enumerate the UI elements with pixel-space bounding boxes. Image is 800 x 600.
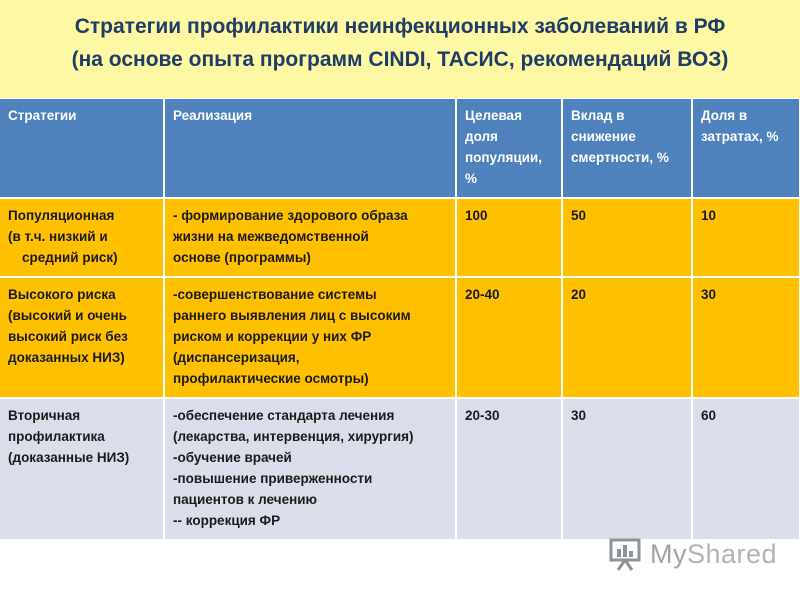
target-share-cell: 20-30: [456, 398, 562, 540]
strategy-cell: Популяционная (в т.ч. низкий и средний риск): [0, 198, 164, 277]
implementation-cell: -обеспечение стандарта лечения (лекарства, интервенция, хирургия) -обучение врачей -повышение приверженности пациентов к лечению -- коррекция ФР: [164, 398, 456, 540]
cost-share-cell: 10: [692, 198, 800, 277]
strategy-cell: Высокого риска (высокий и очень высокий риск без доказанных НИЗ): [0, 277, 164, 398]
table-row-secondary-prevention: [0, 398, 800, 540]
header-strategies: Стратегии: [0, 99, 164, 198]
slide-title: [0, 0, 800, 98]
implementation-cell: - формирование здорового образа жизни на межведомственной основе (программы): [164, 198, 456, 277]
table-row-population: [0, 198, 800, 277]
watermark-text: MyShared: [650, 538, 778, 569]
header-mortality-contribution: Вклад в снижение смертности, %: [562, 99, 692, 198]
header-target-share: Целевая доля популяции, %: [456, 99, 562, 198]
target-share-cell: 100: [456, 198, 562, 277]
mortality-contribution-cell: 50: [562, 198, 692, 277]
header-implementation: Реализация: [164, 99, 456, 198]
presentation-board-icon: [608, 537, 644, 571]
mortality-contribution-cell: 30: [562, 398, 692, 540]
target-share-cell: 20-40: [456, 277, 562, 398]
myshared-watermark: [608, 536, 777, 572]
mortality-contribution-cell: 20: [562, 277, 692, 398]
strategy-cell: Вторичная профилактика (доказанные НИЗ): [0, 398, 164, 540]
title-line-1: Стратегии профилактики неинфекционных заболеваний в РФ: [74, 15, 726, 38]
cost-share-cell: 30: [692, 277, 800, 398]
table-row-high-risk: [0, 277, 800, 398]
header-cost-share: Доля в затратах, %: [692, 99, 800, 198]
implementation-cell: -совершенствование системы раннего выявления лиц с высоким риском и коррекции у них ФР (диспансеризация, профилактические осмотры): [164, 277, 456, 398]
table-header-row: [0, 99, 800, 198]
cost-share-cell: 60: [692, 398, 800, 540]
strategy-table: [0, 99, 800, 541]
title-line-2: (на основе опыта программ CINDI, ТАСИС, рекомендаций ВОЗ): [71, 48, 729, 71]
